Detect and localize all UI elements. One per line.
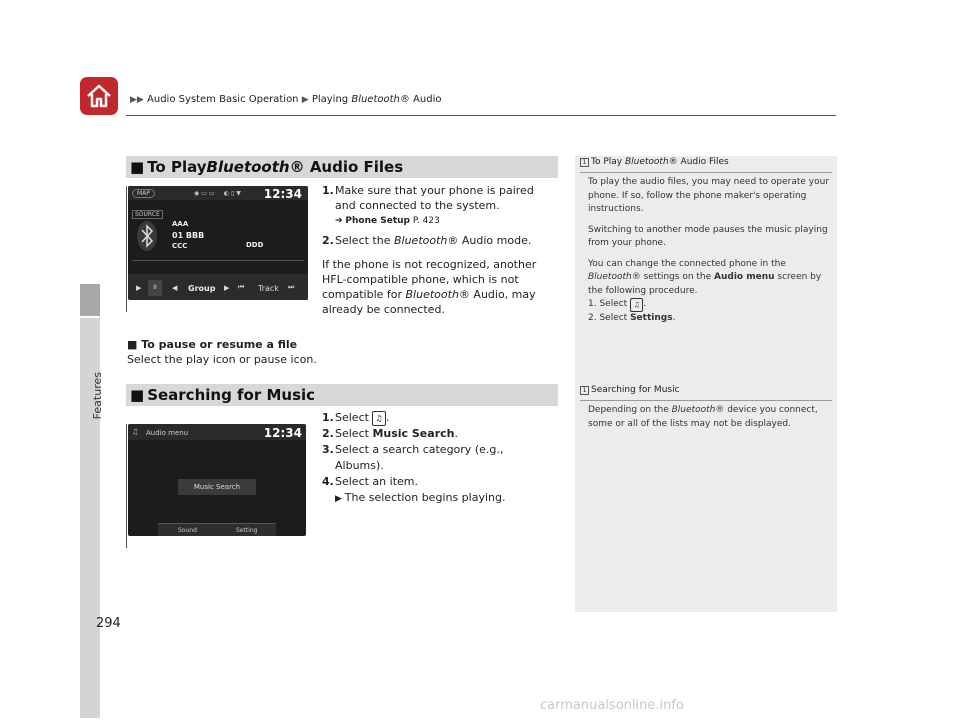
- next-track-icon[interactable]: ⏭: [288, 283, 295, 291]
- music-note-icon: ♫: [132, 428, 139, 436]
- sub-heading: ■ To pause or resume a file: [127, 338, 298, 351]
- list-item[interactable]: CCC: [172, 242, 188, 250]
- prev-group-icon[interactable]: ◀: [172, 284, 178, 292]
- note-icon: 1: [580, 386, 589, 395]
- note-body: To play the audio files, you may need to operate your phone. If so, follow the phone maker's operating instructions. Switching to another mode pauses the music playing from your phone. You can change the connected phone in the Bluetooth® settings on the Audio menu screen by the following procedure. 1. Select ♫ . 2. Select Settings.: [588, 177, 830, 323]
- play-icon[interactable]: ▶: [136, 284, 142, 292]
- track-list: [172, 219, 204, 252]
- breadcrumb: [130, 94, 441, 105]
- home-icon: [80, 77, 118, 115]
- breadcrumb-item[interactable]: Audio System Basic Operation: [147, 94, 299, 105]
- section-heading-search: ■ Searching for Music: [126, 384, 558, 406]
- audio-menu-icon: ♫: [630, 298, 643, 312]
- step-item: 2. Select Music Search.: [322, 427, 458, 440]
- note-heading: 1 To Play Bluetooth® Audio Files: [580, 157, 832, 167]
- bluetooth-icon: [136, 220, 158, 252]
- prev-track-icon[interactable]: ⏮: [238, 283, 245, 291]
- pause-resume-block: [127, 337, 367, 367]
- note-icon: 1: [580, 158, 589, 167]
- side-tab-label: Features: [91, 372, 104, 420]
- step-item: 4. Select an item.: [322, 475, 418, 488]
- list-item[interactable]: DDD: [246, 241, 264, 249]
- note-searching: [580, 385, 832, 431]
- breadcrumb-arrow-icon: ▶▶: [130, 95, 144, 105]
- section-heading-play: ■ To Play Bluetooth ® Audio Files: [126, 156, 558, 178]
- section-square-icon: ■: [130, 386, 145, 404]
- source-label: SOURCE: [132, 210, 163, 219]
- pause-icon[interactable]: II: [148, 280, 162, 296]
- music-search-button[interactable]: Music Search: [178, 479, 256, 495]
- audio-menu-screen-image: [128, 424, 306, 536]
- next-group-icon[interactable]: ▶: [224, 284, 230, 292]
- sub-text: Select the play icon or pause icon.: [127, 353, 317, 366]
- step-item: 2. Select the Bluetooth® Audio mode.: [322, 234, 532, 247]
- step-item: 1. Make sure that your phone is paired and connected to the system.: [322, 184, 534, 212]
- tab-setting[interactable]: Setting: [236, 527, 258, 534]
- header-rule: [126, 115, 836, 116]
- section-square-icon: ■: [130, 158, 145, 176]
- breadcrumb-item[interactable]: Playing Bluetooth® Audio: [311, 94, 442, 105]
- side-tab-marker: [80, 284, 100, 316]
- step-list-search: [322, 410, 554, 507]
- cross-reference[interactable]: ➔ Phone Setup P. 423: [335, 216, 440, 226]
- list-item[interactable]: AAA: [172, 220, 189, 228]
- status-icons: ◉ ▭ ▭ ◐ ▯ ▼: [194, 190, 241, 197]
- page-number: 294: [96, 616, 121, 631]
- screen-frame-rule: [126, 186, 127, 312]
- section-square-icon: ■: [127, 338, 142, 351]
- list-item[interactable]: 01 BBB: [172, 231, 205, 240]
- audio-screen-image: [128, 186, 308, 300]
- group-label: Group: [188, 284, 216, 293]
- clock: 12:34: [263, 187, 302, 201]
- step-item: 1. Select ♫ .: [322, 411, 390, 424]
- breadcrumb-arrow-icon: ▶: [301, 95, 309, 105]
- step-result: ▶ The selection begins playing.: [335, 491, 506, 504]
- result-arrow-icon: ▶: [335, 494, 345, 504]
- map-label: MAP: [132, 189, 155, 198]
- tab-sound[interactable]: Sound: [178, 527, 197, 534]
- note-heading: 1 Searching for Music: [580, 385, 832, 395]
- home-button[interactable]: [80, 77, 118, 115]
- note-body: Depending on the Bluetooth® device you connect, some or all of the lists may not be displayed.: [588, 405, 818, 429]
- track-label: Track: [258, 284, 279, 293]
- watermark: carmanualsonline.info: [540, 698, 684, 713]
- note-play-bluetooth: [580, 157, 832, 326]
- step-item: 3. Select a search category (e.g., Albums).: [322, 443, 504, 472]
- step-list-play: [322, 183, 554, 317]
- screen-frame-rule: [126, 424, 127, 548]
- clock: 12:34: [263, 426, 302, 440]
- screen-title: Audio menu: [146, 429, 189, 437]
- audio-menu-icon: ♫: [372, 411, 386, 426]
- note-paragraph: If the phone is not recognized, another HFL-compatible phone, which is not compatible for Bluetooth® Audio, may already be connected.: [322, 258, 537, 316]
